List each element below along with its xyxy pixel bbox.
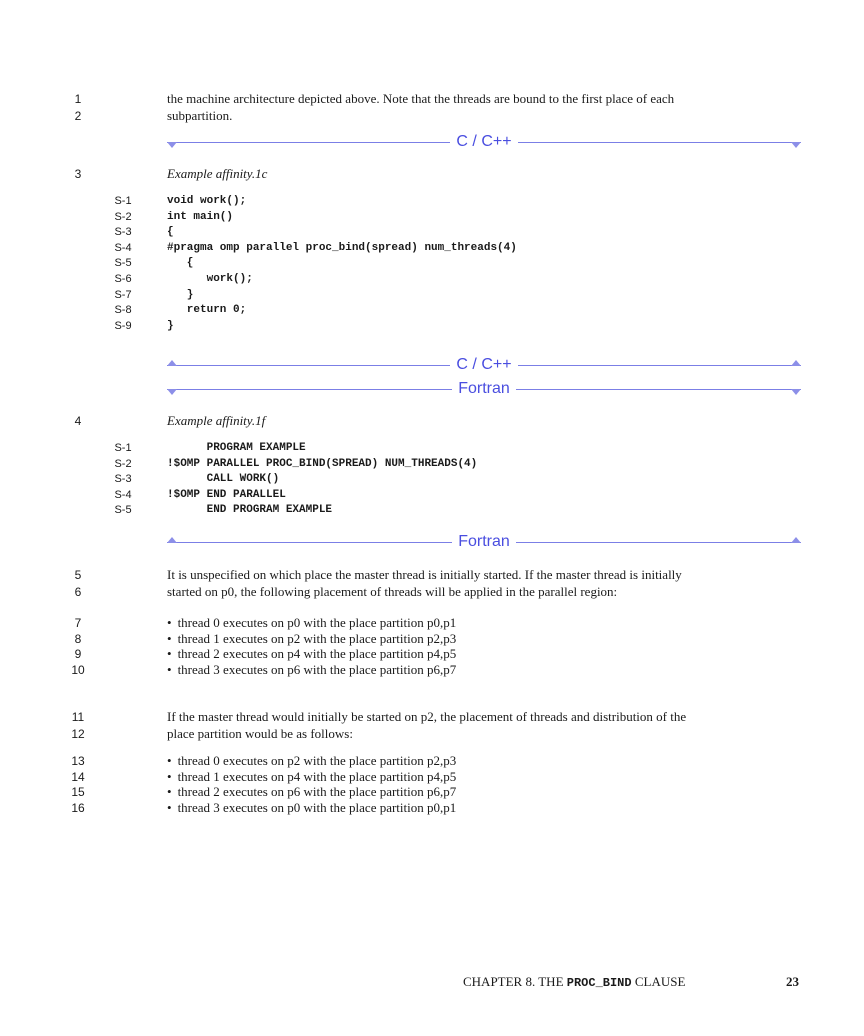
code-line: PROGRAM EXAMPLE — [167, 442, 306, 454]
code-line: END PROGRAM EXAMPLE — [167, 504, 333, 517]
source-line-number: S-2 — [114, 210, 132, 223]
line-number: 15 — [71, 785, 85, 799]
source-line-number: S-2 — [114, 457, 132, 470]
list-item: • thread 3 executes on p6 with the place partition p6,p7 — [167, 662, 456, 678]
line-number: 8 — [74, 631, 82, 646]
code-line: } — [167, 288, 194, 301]
source-line-number: S-7 — [114, 288, 132, 301]
line-number: 14 — [71, 769, 85, 784]
list-item: • thread 3 executes on p0 with the place partition p0,p1 — [167, 800, 456, 816]
band-label: Fortran — [452, 380, 516, 397]
source-line-number: S-1 — [114, 442, 132, 454]
code-line: CALL WORK() — [167, 473, 280, 486]
line-number: 4 — [74, 414, 82, 428]
list-item: • thread 2 executes on p6 with the place partition p6,p7 — [167, 784, 456, 800]
line-number: 11 — [71, 710, 85, 724]
list-item: • thread 1 executes on p4 with the place partition p4,p5 — [167, 769, 456, 785]
c-cpp-band-start — [167, 133, 801, 151]
list-item: • thread 0 executes on p0 with the place partition p0,p1 — [167, 615, 456, 631]
list-item: • thread 2 executes on p4 with the place partition p4,p5 — [167, 646, 456, 662]
line-number: 10 — [71, 662, 85, 677]
line-number: 7 — [74, 616, 82, 630]
source-line-number: S-6 — [114, 273, 132, 285]
body-text: subpartition. — [167, 108, 233, 123]
body-text: If the master thread would initially be started on p2, the placement of threads and distribution of the — [167, 709, 687, 724]
body-text: the machine architecture depicted above. Note that the threads are bound to the first place of each — [167, 91, 675, 106]
example-title: Example affinity.1f — [167, 413, 266, 428]
band-label: C / C++ — [450, 356, 517, 373]
line-number: 13 — [71, 754, 85, 768]
code-line: return 0; — [167, 304, 247, 317]
fortran-band-start — [167, 380, 801, 398]
band-label: Fortran — [452, 533, 516, 550]
body-text: It is unspecified on which place the master thread is initially started. If the master thread is initially — [167, 567, 682, 582]
line-number: 3 — [74, 167, 82, 181]
body-text: started on p0, the following placement of threads will be applied in the parallel region: — [167, 584, 618, 599]
source-line-number: S-8 — [114, 304, 132, 317]
example-title: Example affinity.1c — [167, 166, 268, 181]
running-footer: CHAPTER 8. THE PROC_BIND CLAUSE — [463, 974, 686, 990]
line-number: 2 — [74, 109, 82, 123]
line-number: 16 — [71, 800, 85, 815]
page-number: 23 — [786, 974, 799, 989]
source-line-number: S-1 — [114, 195, 132, 207]
source-line-number: S-3 — [114, 226, 132, 239]
code-line: work(); — [167, 273, 253, 285]
code-line: { — [167, 226, 174, 239]
code-line: !$OMP PARALLEL PROC_BIND(SPREAD) NUM_THREADS(4) — [167, 457, 478, 470]
source-line-number: S-3 — [114, 473, 132, 486]
source-line-number: S-5 — [114, 257, 132, 270]
code-line: int main() — [167, 210, 234, 223]
code-line: #pragma omp parallel proc_bind(spread) num_threads(4) — [167, 241, 517, 254]
source-line-number: S-9 — [114, 319, 132, 332]
line-number: 12 — [71, 727, 85, 741]
list-item: • thread 0 executes on p2 with the place partition p2,p3 — [167, 753, 456, 769]
code-line: { — [167, 257, 194, 270]
source-line-number: S-4 — [114, 241, 132, 254]
source-line-number: S-5 — [114, 504, 132, 517]
list-item: • thread 1 executes on p2 with the place partition p2,p3 — [167, 631, 456, 647]
line-number: 5 — [74, 568, 82, 582]
code-line: void work(); — [167, 195, 247, 207]
line-number: 6 — [74, 585, 82, 599]
source-line-number: S-4 — [114, 488, 132, 501]
c-cpp-band-end — [167, 356, 801, 374]
line-number: 1 — [74, 92, 82, 106]
body-text: place partition would be as follows: — [167, 726, 353, 741]
code-line: !$OMP END PARALLEL — [167, 488, 286, 501]
band-label: C / C++ — [450, 133, 517, 150]
code-line: } — [167, 319, 174, 332]
line-number: 9 — [74, 647, 82, 661]
fortran-band-end — [167, 533, 801, 551]
